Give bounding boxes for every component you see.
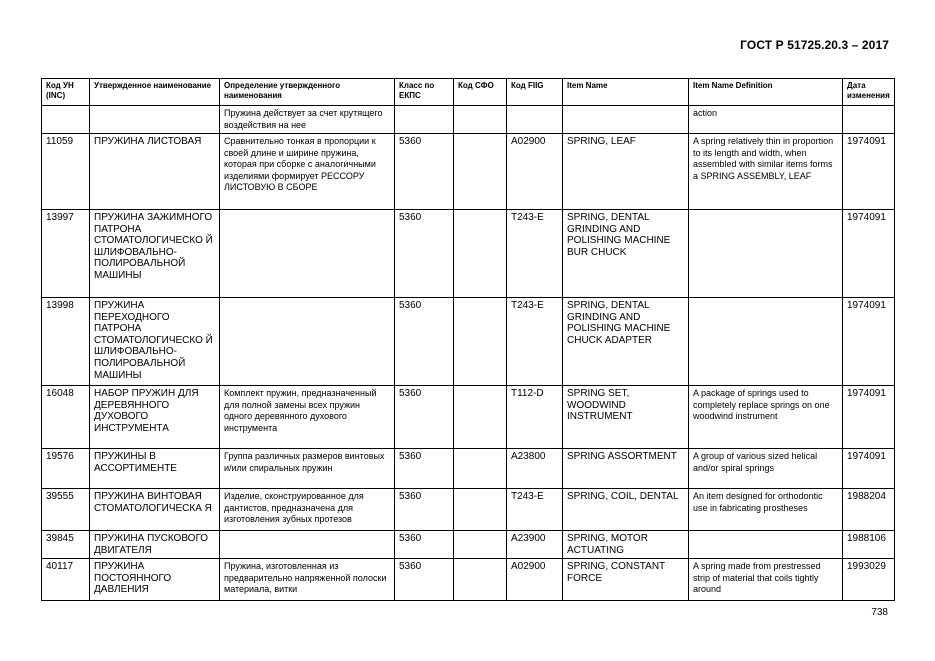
cell-fiig: T112-D xyxy=(507,386,563,449)
cell-definition: Комплект пружин, предназначенный для полной замены всех пружин одного деревянного духового инструмента xyxy=(220,386,395,449)
table-row xyxy=(42,210,895,298)
table-row xyxy=(42,106,895,134)
cell-inc: 39555 xyxy=(42,489,90,531)
cell-class: 5360 xyxy=(395,134,454,210)
cell-sfo xyxy=(454,449,507,489)
cell-definition: Сравнительно тонкая в пропорции к своей длине и ширине пружина, которая при сборке с аналогичными изделиями формирует РЕССОРУ ЛИСТОВУЮ В СБОРЕ xyxy=(220,134,395,210)
cell-item-name: SPRING, CONSTANT FORCE xyxy=(563,559,689,601)
cell-sfo xyxy=(454,489,507,531)
col-header-date: Дата изменения xyxy=(843,79,895,106)
col-header-class: Класс по ЕКПС xyxy=(395,79,454,106)
cell-inc: 16048 xyxy=(42,386,90,449)
cell-item-definition: A spring made from prestressed strip of material that coils tightly around xyxy=(689,559,843,601)
cell-date xyxy=(843,106,895,134)
table-row xyxy=(42,134,895,210)
cell-fiig: A02900 xyxy=(507,134,563,210)
cell-item-name: SPRING ASSORTMENT xyxy=(563,449,689,489)
col-header-sfo: Код СФО xyxy=(454,79,507,106)
col-header-definition: Определение утвержденного наименования xyxy=(220,79,395,106)
cell-inc: 39845 xyxy=(42,531,90,559)
cell-class: 5360 xyxy=(395,298,454,386)
cell-date: 1974091 xyxy=(843,386,895,449)
cell-item-definition: A group of various sized helical and/or spiral springs xyxy=(689,449,843,489)
cell-date: 1988106 xyxy=(843,531,895,559)
cell-item-definition: action xyxy=(689,106,843,134)
cell-name: ПРУЖИНА ПЕРЕХОДНОГО ПАТРОНА СТОМАТОЛОГИЧЕСКО Й ШЛИФОВАЛЬНО-ПОЛИРОВАЛЬНОЙ МАШИНЫ xyxy=(90,298,220,386)
cell-class xyxy=(395,106,454,134)
table-row xyxy=(42,489,895,531)
cell-sfo xyxy=(454,210,507,298)
cell-item-definition: An item designed for orthodontic use in fabricating prostheses xyxy=(689,489,843,531)
page-number: 738 xyxy=(871,607,888,618)
cell-inc xyxy=(42,106,90,134)
table-row xyxy=(42,449,895,489)
cell-name: ПРУЖИНА ЗАЖИМНОГО ПАТРОНА СТОМАТОЛОГИЧЕСКО Й ШЛИФОВАЛЬНО-ПОЛИРОВАЛЬНОЙ МАШИНЫ xyxy=(90,210,220,298)
cell-date: 1993029 xyxy=(843,559,895,601)
cell-name: ПРУЖИНА ПУСКОВОГО ДВИГАТЕЛЯ xyxy=(90,531,220,559)
cell-inc: 11059 xyxy=(42,134,90,210)
col-header-fiig: Код FIIG xyxy=(507,79,563,106)
cell-sfo xyxy=(454,559,507,601)
cell-name xyxy=(90,106,220,134)
cell-fiig xyxy=(507,106,563,134)
table-row xyxy=(42,298,895,386)
cell-inc: 40117 xyxy=(42,559,90,601)
cell-definition xyxy=(220,298,395,386)
cell-fiig: T243-E xyxy=(507,210,563,298)
document-id: ГОСТ Р 51725.20.3 – 2017 xyxy=(740,38,889,52)
cell-definition: Группа различных размеров винтовых и/или спиральных пружин xyxy=(220,449,395,489)
cell-item-name: SPRING, DENTAL GRINDING AND POLISHING MACHINE CHUCK ADAPTER xyxy=(563,298,689,386)
col-header-item-definition: Item Name Definition xyxy=(689,79,843,106)
cell-class: 5360 xyxy=(395,531,454,559)
cell-date: 1974091 xyxy=(843,210,895,298)
cell-name: ПРУЖИНА ВИНТОВАЯ СТОМАТОЛОГИЧЕСКА Я xyxy=(90,489,220,531)
cell-fiig: A23900 xyxy=(507,531,563,559)
cell-date: 1988204 xyxy=(843,489,895,531)
cell-sfo xyxy=(454,386,507,449)
cell-item-name: SPRING, MOTOR ACTUATING xyxy=(563,531,689,559)
cell-name: НАБОР ПРУЖИН ДЛЯ ДЕРЕВЯННОГО ДУХОВОГО ИНСТРУМЕНТА xyxy=(90,386,220,449)
cell-inc: 13998 xyxy=(42,298,90,386)
cell-inc: 13997 xyxy=(42,210,90,298)
cell-sfo xyxy=(454,531,507,559)
table-header-row xyxy=(42,79,895,106)
table-row xyxy=(42,531,895,559)
cell-sfo xyxy=(454,106,507,134)
cell-class: 5360 xyxy=(395,449,454,489)
col-header-inc: Код УН (INC) xyxy=(42,79,90,106)
cell-item-definition: A spring relatively thin in proportion to its length and width, when assembled with similar items forms a SPRING ASSEMBLY, LEAF xyxy=(689,134,843,210)
cell-definition xyxy=(220,531,395,559)
cell-name: ПРУЖИНА ЛИСТОВАЯ xyxy=(90,134,220,210)
cell-item-name xyxy=(563,106,689,134)
table-row xyxy=(42,386,895,449)
cell-item-name: SPRING, COIL, DENTAL xyxy=(563,489,689,531)
cell-class: 5360 xyxy=(395,559,454,601)
col-header-approved-name: Утвержденное наименование xyxy=(90,79,220,106)
cell-item-name: SPRING SET, WOODWIND INSTRUMENT xyxy=(563,386,689,449)
cell-definition: Изделие, сконструированное для дантистов, предназначена для изготовления зубных протезов xyxy=(220,489,395,531)
cell-date: 1974091 xyxy=(843,298,895,386)
cell-name: ПРУЖИНА ПОСТОЯННОГО ДАВЛЕНИЯ xyxy=(90,559,220,601)
table-row xyxy=(42,559,895,601)
cell-item-definition xyxy=(689,210,843,298)
cell-fiig: A23800 xyxy=(507,449,563,489)
cell-fiig: A02900 xyxy=(507,559,563,601)
cell-sfo xyxy=(454,298,507,386)
cell-item-definition xyxy=(689,298,843,386)
cell-class: 5360 xyxy=(395,489,454,531)
cell-fiig: T243-E xyxy=(507,298,563,386)
cell-inc: 19576 xyxy=(42,449,90,489)
cell-definition: Пружина, изготовленная из предварительно напряженной полоски материала, витки xyxy=(220,559,395,601)
specification-table xyxy=(41,78,895,601)
cell-item-name: SPRING, LEAF xyxy=(563,134,689,210)
cell-item-definition: A package of springs used to completely replace springs on one woodwind instrument xyxy=(689,386,843,449)
col-header-item-name: Item Name xyxy=(563,79,689,106)
cell-item-name: SPRING, DENTAL GRINDING AND POLISHING MACHINE BUR CHUCK xyxy=(563,210,689,298)
cell-date: 1974091 xyxy=(843,134,895,210)
cell-class: 5360 xyxy=(395,386,454,449)
cell-definition: Пружина действует за счет крутящего воздействия на нее xyxy=(220,106,395,134)
cell-date: 1974091 xyxy=(843,449,895,489)
cell-name: ПРУЖИНЫ В АССОРТИМЕНТЕ xyxy=(90,449,220,489)
cell-fiig: T243-E xyxy=(507,489,563,531)
cell-definition xyxy=(220,210,395,298)
cell-class: 5360 xyxy=(395,210,454,298)
cell-item-definition xyxy=(689,531,843,559)
cell-sfo xyxy=(454,134,507,210)
